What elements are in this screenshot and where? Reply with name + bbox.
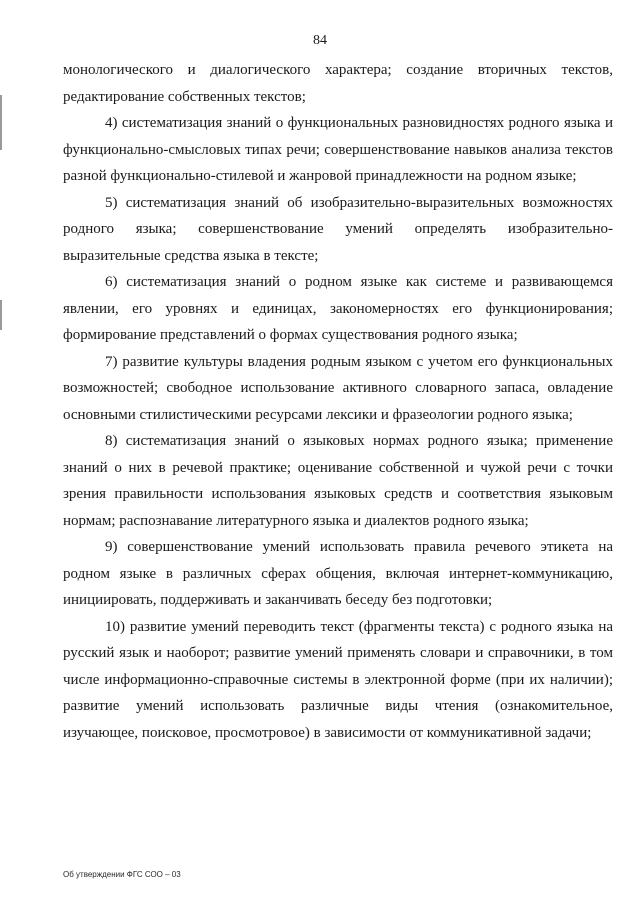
list-item-5: 5) систематизация знаний об изобразительно-выразительных возможностях родного языка; совершенствование умений определять изобразительно-выразительные средства языка в тексте; (63, 194, 613, 264)
list-item-4: 4) систематизация знаний о функциональных разновидностях родного языка и функционально-смысловых типах речи; совершенствование навыков анализа текстов разной функционально-стилевой и жанровой принадлежности на родном языке; (63, 115, 613, 184)
list-item-9: 9) совершенствование умений использовать правила речевого этикета на родном языке в различных сферах общения, включая интернет-коммуникацию, инициировать, поддерживать и заканчивать беседу без подготовки; (63, 539, 613, 608)
list-item-8: 8) систематизация знаний о языковых нормах родного языка; применение знаний о них в речевой практике; оценивание собственной и чужой речи с точки зрения правильности использования языковых средств и соответствия языковым нормам; распознавание литературного языка и диалектов родного языка; (63, 433, 613, 529)
scan-edge-mark (0, 95, 2, 150)
document-body (63, 57, 613, 746)
document-footer: Об утверждении ФГС СОО – 03 (63, 870, 181, 879)
list-item-6: 6) систематизация знаний о родном языке как системе и развивающемся явлении, его уровнях и единицах, закономерностях его функционирования; формирование представлений о формах существования родного языка; (63, 274, 613, 343)
page-number: 84 (313, 33, 327, 48)
scan-edge-mark (0, 300, 2, 330)
list-item-7: 7) развитие культуры владения родным языком с учетом его функциональных возможностей; свободное использование активного словарного запаса, овладение основными стилистическими ресурсами лексики и фразеологии родного языка; (63, 353, 613, 423)
paragraph-continuation: монологического и диалогического характера; создание вторичных текстов, редактирование собственных текстов; (63, 62, 613, 105)
list-item-10: 10) развитие умений переводить текст (фрагменты текста) с родного языка на русский язык и наоборот; развитие умений применять словари и справочники, в том числе информационно-справочные системы в электронной форме (при их наличии); развитие умений использовать различные виды чтения (ознакомительное, изучающее, поисковое, просмотровое) в зависимости от коммуникативной задачи; (63, 618, 613, 741)
